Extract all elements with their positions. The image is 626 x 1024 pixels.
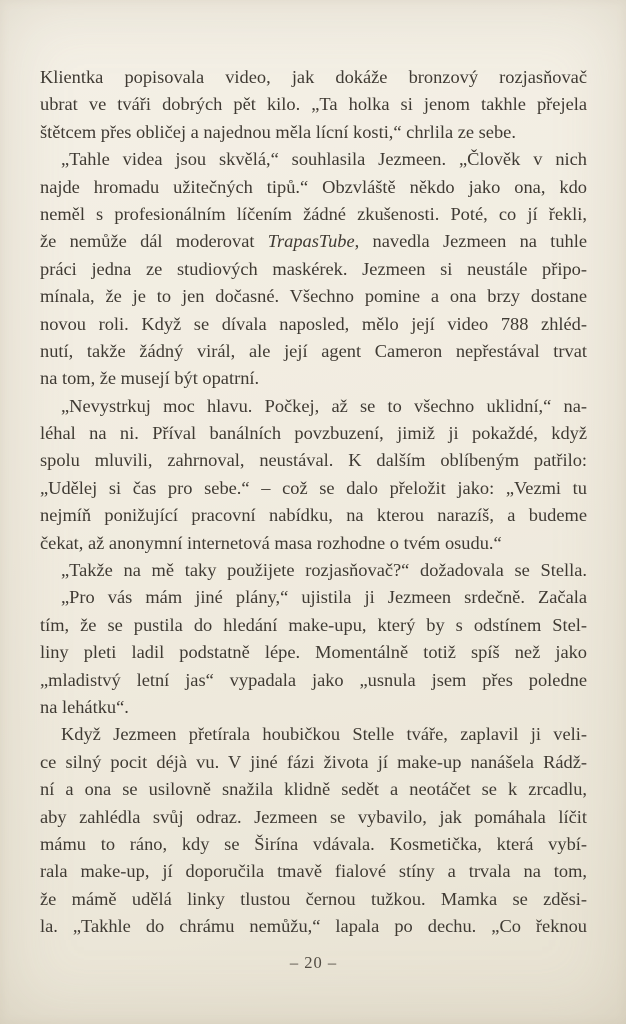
page-text (40, 64, 587, 941)
text-line: liny pleti ladil podstatně lépe. Momentálně totiž spíš než jako (40, 642, 587, 663)
text-line: nejmíň ponižující pracovní nabídku, na kterou narazíš, a budeme (40, 505, 587, 526)
text-line: štětcem přes obličej a najednou měla lícní kosti,“ chrlila ze sebe. (40, 121, 516, 142)
text-line: na lehátku“. (40, 696, 129, 717)
text-line: ce silný pocit déjà vu. V jiné fázi života jí make-up nanášela Rádž- (40, 751, 587, 772)
text-line: aby zahlédla svůj odraz. Jezmeen se vybavilo, jak pomáhala líčit (40, 806, 587, 827)
text-line: „Tahle videa jsou skvělá,“ souhlasila Jezmeen. „Člověk v nich (61, 149, 587, 170)
text-line: Když Jezmeen přetírala houbičkou Stelle tváře, zaplavil ji veli- (61, 724, 587, 745)
text-segment: , navedla Jezmeen na tuhle (354, 231, 587, 252)
text-line: léhal na ni. Příval banálních povzbuzení, jimiž ji pokaždé, když (40, 423, 587, 444)
text-line: mámu to ráno, kdy se Širína vdávala. Kosmetička, která vybí- (40, 833, 587, 854)
text-line: „Udělej si čas pro sebe.“ – což se dalo přeložit jako: „Vezmi tu (40, 477, 587, 498)
text-line: novou roli. Když se dívala naposled, mělo její video 788 zhléd- (40, 313, 587, 334)
text-line: nutí, takže žádný virál, ale její agent Cameron nepřestával trvat (40, 340, 587, 361)
text-line: „Nevystrkuj moc hlavu. Počkej, až se to všechno uklidní,“ na- (61, 395, 587, 416)
text-line: „mladistvý letní jas“ vypadala jako „usnula jsem přes poledne (40, 669, 587, 690)
italic-text: TrapasTube (267, 231, 355, 252)
text-line: „Pro vás mám jiné plány,“ ujistila ji Jezmeen srdečně. Začala (61, 587, 587, 608)
text-line: mínala, že je to jen dočasné. Všechno pomine a ona brzy dostane (40, 286, 587, 307)
text-segment: že nemůže dál moderovat (40, 231, 268, 252)
text-line: najde hromadu užitečných tipů.“ Obzvláště někdo jako ona, kdo (40, 176, 587, 197)
text-line: ní a ona se usilovně snažila klidně sedět a neotáčet se k zrcadlu, (40, 779, 587, 800)
text-line: Klientka popisovala video, jak dokáže bronzový rozjasňovač (40, 67, 587, 87)
text-line: práci jedna ze studiových maskérek. Jezmeen si neustále připo- (40, 258, 587, 279)
page-number: – 20 – (289, 953, 338, 972)
text-line: rala make-up, jí doporučila tmavě fialové stíny a trvala na tom, (40, 861, 587, 882)
text-line: na tom, že musejí být opatrní. (40, 368, 260, 389)
text-line (40, 228, 587, 255)
text-line: čekat, až anonymní internetová masa rozhodne o tvém osudu.“ (40, 532, 502, 553)
text-line: la. „Takhle do chrámu nemůžu,“ lapala po dechu. „Co řeknou (40, 916, 587, 937)
text-line: spolu mluvili, zahrnoval, neustával. K dalším oblíbeným patřilo: (40, 450, 587, 471)
text-line: že mámě udělá linky tlustou černou tužkou. Mamka se zděsi- (40, 888, 587, 909)
text-line: „Takže na mě taky použijete rozjasňovač?“ dožadovala se Stella. (61, 560, 587, 581)
text-line: tím, že se pustila do hledání make-upu, který by s odstínem Stel- (40, 614, 587, 635)
text-line: ubrat ve tváři dobrých pět kilo. „Ta holka si jenom takhle přejela (40, 94, 587, 115)
text-line: neměl s profesionálním líčením žádné zkušenosti. Poté, co jí řekli, (40, 203, 587, 224)
